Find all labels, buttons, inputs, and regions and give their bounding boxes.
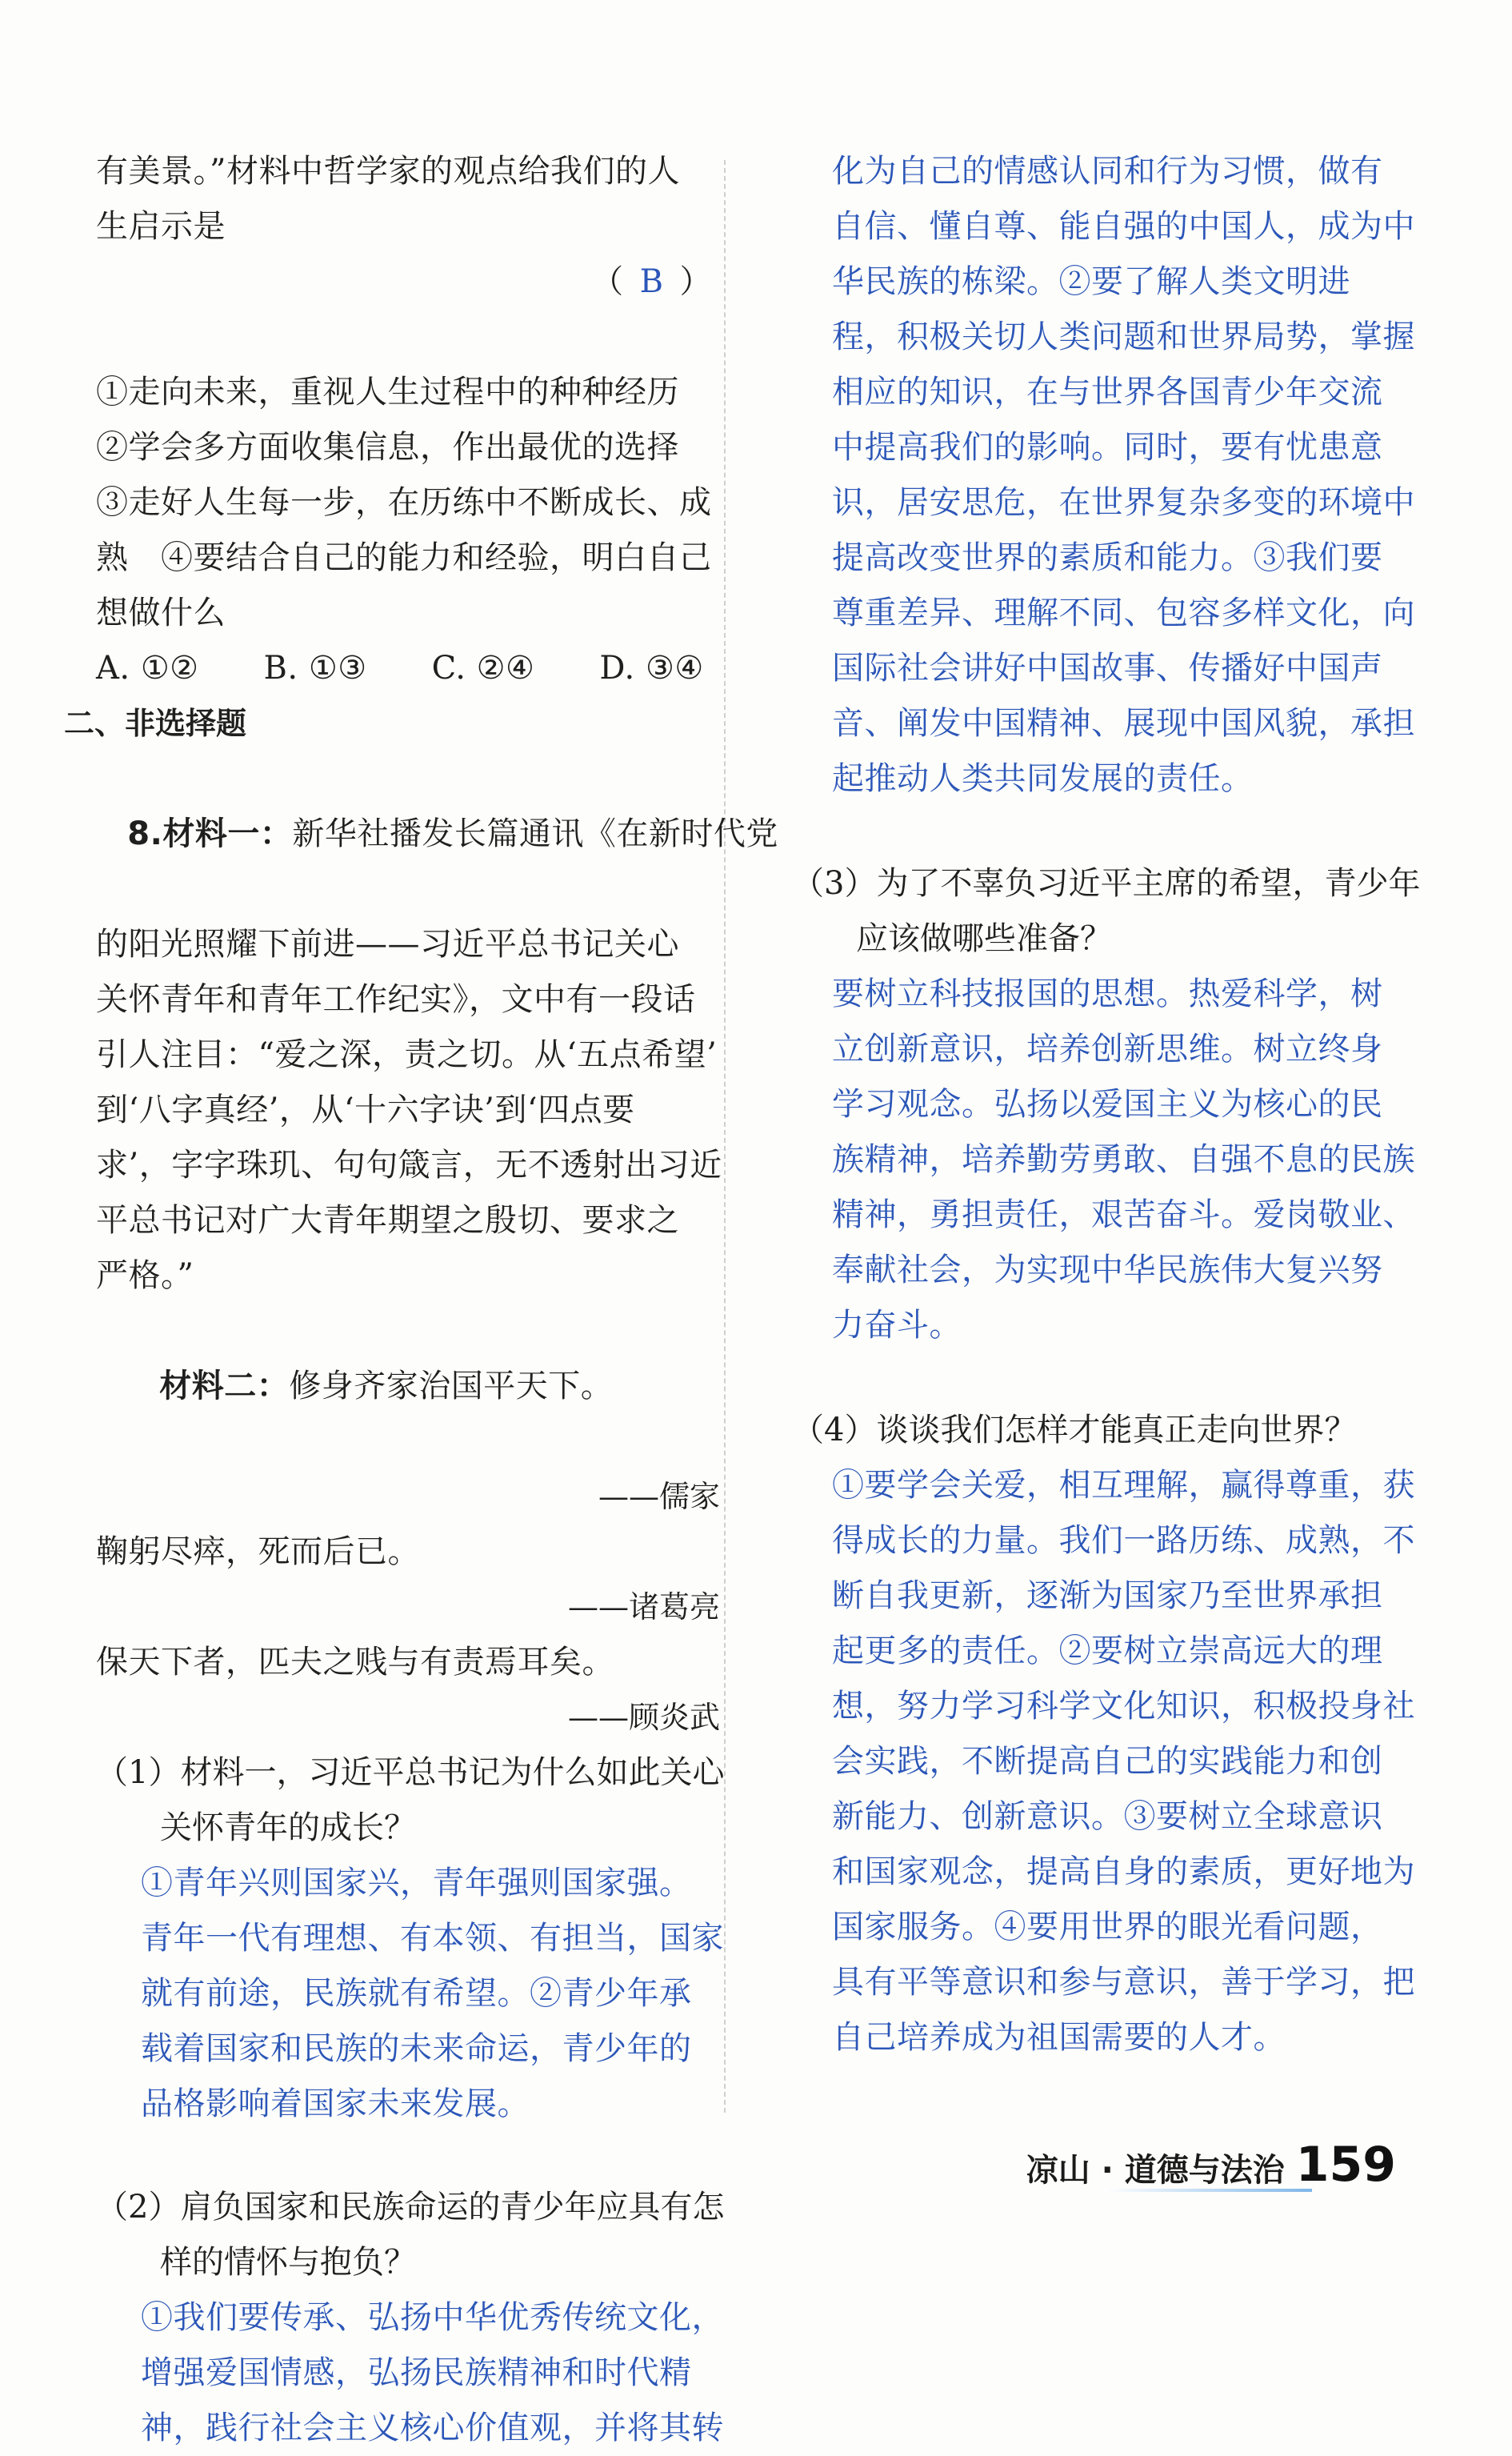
left-column	[64, 144, 778, 2456]
sub3-question: 应该做哪些准备？	[792, 920, 1112, 957]
q7-answer: B	[639, 263, 664, 300]
sub3-answer-line: 力奋斗。	[832, 1307, 962, 1344]
q8-material1-line: 平总书记对广大青年期望之殷切、要求之	[96, 1202, 679, 1239]
q7-option: 熟 ④要结合自己的能力和经验，明白自己	[96, 539, 712, 576]
sub1-answer-line: ①青年兴则国家兴，青年强则国家强。	[141, 1865, 692, 1901]
sub4-answer-line: 自己培养成为祖国需要的人才。	[832, 2019, 1286, 2056]
q7-option: ③走好人生每一步，在历练中不断成长、成	[96, 484, 712, 521]
spacer	[832, 807, 1408, 856]
spacer	[96, 2132, 728, 2180]
right-column	[792, 144, 1421, 2065]
q7-line-1	[96, 199, 728, 365]
sub4-answer-line: 新能力、创新意识。③要树立全球意识	[832, 1798, 1383, 1835]
sub3-answer-line: 要树立科技报国的思想。热爱科学，树	[832, 976, 1383, 1012]
q8-material1-first	[64, 751, 778, 917]
attribution-zhuge: ——诸葛亮	[567, 1589, 720, 1625]
q7-option: ②学会多方面收集信息，作出最优的选择	[96, 429, 679, 466]
sub3-answer-line: 精神，勇担责任，艰苦奋斗。爱岗敬业、	[832, 1196, 1415, 1233]
sub2-answer-cont: 相应的知识，在与世界各国青少年交流	[832, 374, 1383, 411]
sub1-answer-line: 载着国家和民族的未来命运，青少年的	[141, 2030, 692, 2067]
q7-option: ①走向未来，重视人生过程中的种种经历	[96, 374, 679, 411]
sub2-answer-cont: 提高改变世界的素质和能力。③我们要	[832, 539, 1383, 576]
sub4-answer-line: 得成长的力量。我们一路历练、成熟，不	[832, 1522, 1415, 1559]
q7-choices: A. ①② B. ①③ C. ②④ D. ③④	[96, 650, 704, 687]
sub2-answer-cont: 程，积极关切人类问题和世界局势，掌握	[832, 319, 1415, 355]
sub2-answer-cont: 起推动人类共同发展的责任。	[832, 760, 1254, 797]
sub2-answer-cont: 华民族的栋梁。②要了解人类文明进	[832, 263, 1350, 300]
bracket-close: ）	[679, 263, 712, 300]
sub4-answer-line: 具有平等意识和参与意识，善于学习，把	[832, 1964, 1415, 2001]
attribution-confucian: ——儒家	[598, 1479, 720, 1514]
sub3-answer-line: 族精神，培养勤劳勇敢、自强不息的民族	[832, 1141, 1415, 1178]
sub2-answer-line: ①我们要传承、弘扬中华优秀传统文化，	[141, 2299, 724, 2336]
q8-number: 8.	[127, 815, 163, 852]
q8-material1-line: 新华社播发长篇通讯《在新时代党	[292, 815, 778, 852]
sub3-answer-line: 学习观念。弘扬以爱国主义为核心的民	[832, 1086, 1383, 1123]
q7-answer-bracket	[506, 199, 728, 365]
q8-material2	[96, 1304, 728, 1469]
sub4-answer-line: 会实践，不断提高自己的实践能力和创	[832, 1743, 1383, 1780]
sub1-question: （1）材料一，习近平总书记为什么如此关心	[96, 1754, 725, 1791]
q8-material1-line: 求’，字字珠玑、句句箴言，无不透射出习近	[96, 1147, 722, 1184]
footer-title: 凉山 · 道德与法治	[1026, 2152, 1285, 2189]
q8-material1-line: 关怀青年和青年工作纪实》，文中有一段话	[96, 981, 696, 1018]
page-footer	[1026, 2137, 1396, 2193]
sub4-answer-line: 国家服务。④要用世界的眼光看问题，	[832, 1909, 1383, 1945]
sub4-answer-line: 断自我更新，逐渐为国家乃至世界承担	[832, 1577, 1383, 1614]
sub1-answer-line: 就有前途，民族就有希望。②青少年承	[141, 1975, 692, 2012]
bracket-open: （	[591, 263, 624, 300]
q8-material1-line: 引人注目：“爱之深，责之切。从‘五点希望’	[96, 1036, 718, 1073]
q8-material2-text: 修身齐家治国平天下。	[289, 1368, 614, 1404]
q8-material1-line: 严格。”	[96, 1257, 194, 1294]
sub2-question: （2）肩负国家和民族命运的青少年应具有怎	[96, 2189, 725, 2226]
q8-material1-line: 的阳光照耀下前进——习近平总书记关心	[96, 926, 679, 963]
sub1-question: 关怀青年的成长？	[96, 1809, 416, 1846]
sub4-question: （4）谈谈我们怎样才能真正走向世界？	[792, 1412, 1357, 1448]
section-title: 二、非选择题	[64, 706, 247, 741]
sub2-answer-line: 神，践行社会主义核心价值观，并将其转	[141, 2410, 724, 2446]
sub2-answer-cont: 国际社会讲好中国故事、传播好中国声	[832, 650, 1383, 687]
sub2-answer-cont: 中提高我们的影响。同时，要有忧患意	[832, 429, 1383, 466]
attribution-gu: ——顾炎武	[567, 1700, 720, 1735]
q7-line-0: 有美景。”材料中哲学家的观点给我们的人	[96, 153, 680, 190]
sub4-answer-line: 想，努力学习科学文化知识，积极投身社	[832, 1688, 1415, 1725]
q8-label2: 材料二：	[159, 1368, 290, 1404]
sub3-question: （3）为了不辜负习近平主席的希望，青少年	[792, 865, 1421, 902]
sub2-answer-cont: 音、阐发中国精神、展现中国风貌，承担	[832, 705, 1415, 742]
q8-material1-line: 到‘八字真经’，从‘十六字诀’到‘四点要	[96, 1092, 635, 1128]
quote-zhuge: 鞠躬尽瘁，死而后已。	[96, 1533, 420, 1570]
sub2-question: 样的情怀与抱负？	[96, 2244, 416, 2281]
q7-stem-end: 生启示是	[96, 208, 226, 245]
q7-option: 想做什么	[96, 595, 226, 631]
sub2-answer-line: 增强爱国情感，弘扬民族精神和时代精	[141, 2354, 692, 2391]
sub4-answer-line: 和国家观念，提高自身的素质，更好地为	[832, 1853, 1415, 1890]
quote-gu: 保天下者，匹夫之贱与有责焉耳矣。	[96, 1644, 614, 1681]
sub1-answer-line: 青年一代有理想、有本领、有担当，国家	[141, 1920, 724, 1957]
sub4-answer-line: ①要学会关爱，相互理解，赢得尊重，获	[832, 1467, 1415, 1504]
spacer	[832, 1353, 1408, 1403]
page-number: 159	[1295, 2137, 1396, 2193]
sub4-answer-line: 起更多的责任。②要树立崇高远大的理	[832, 1633, 1383, 1669]
sub2-answer-cont: 识，居安思危，在世界复杂多变的环境中	[832, 484, 1415, 521]
sub2-answer-cont: 自信、懂自尊、能自强的中国人，成为中	[832, 208, 1415, 245]
sub2-answer-cont: 尊重差异、理解不同、包容多样文化，向	[832, 595, 1415, 631]
q8-label1: 材料一：	[162, 815, 293, 852]
sub3-answer-line: 奉献社会，为实现中华民族伟大复兴努	[832, 1252, 1383, 1288]
sub2-answer-cont: 化为自己的情感认同和行为习惯，做有	[832, 153, 1383, 190]
sub1-answer-line: 品格影响着国家未来发展。	[141, 2085, 530, 2122]
sub3-answer-line: 立创新意识，培养创新思维。树立终身	[832, 1031, 1383, 1068]
